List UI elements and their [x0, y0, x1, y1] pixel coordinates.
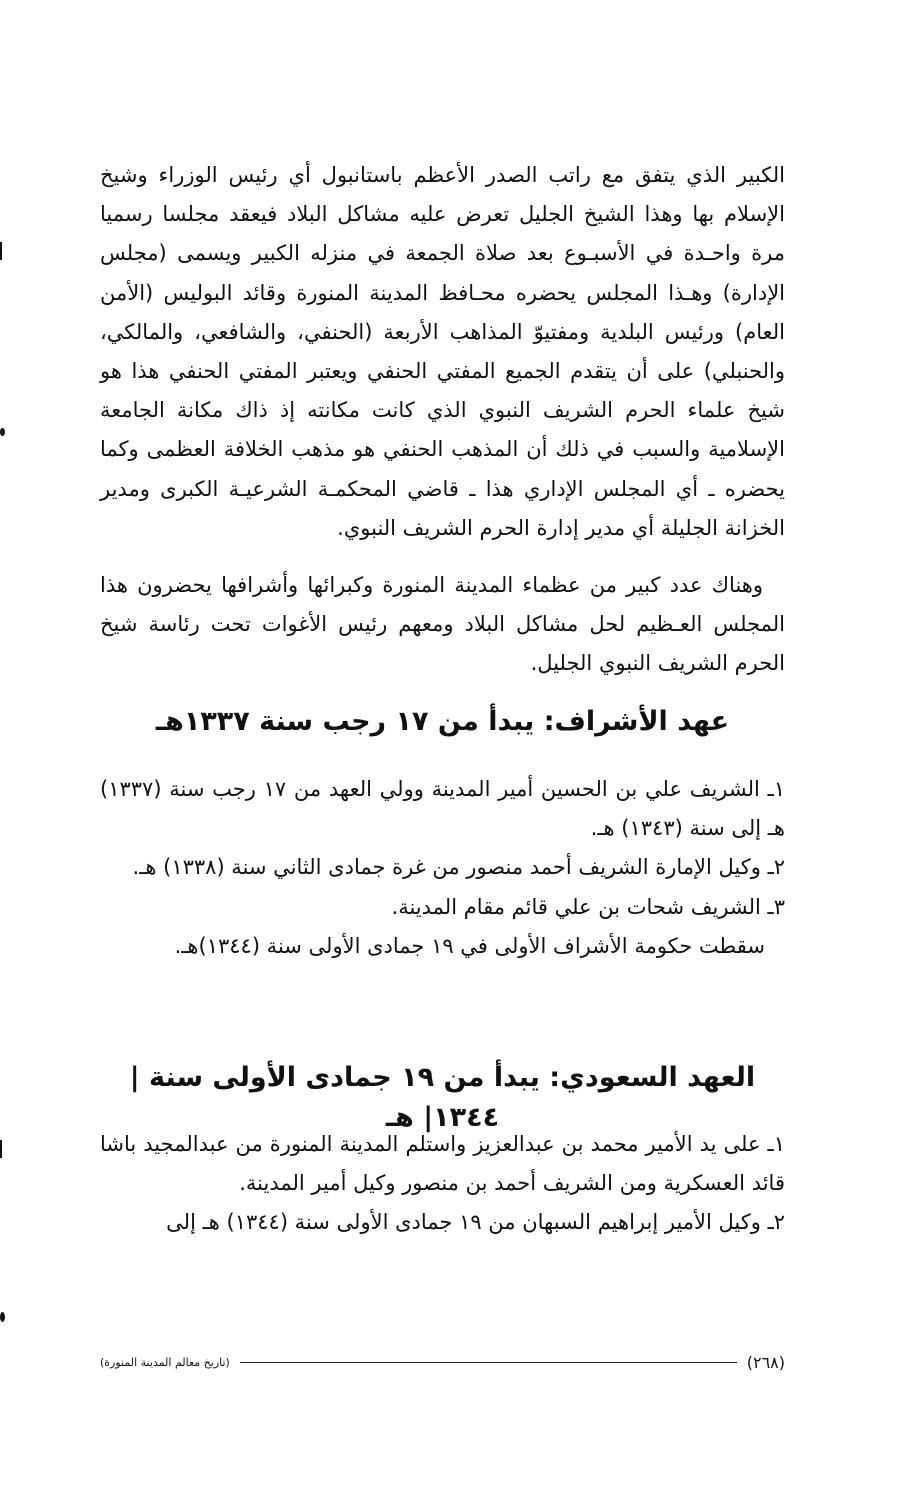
body-paragraph: الكبير الذي يتفق مع راتب الصدر الأعظم باستانبول أي رئيس الوزراء وشيخ الإسلام بها وهذا الشيخ الجليل تعرض عليه مشاكل البلاد فيعقد مجلسا رسميا مرة واحـدة في الأسبـوع بعد صلاة الجمعة في منزله الكبير ويسمى (مجلس الإدارة) وهـذا المجلس يحضره محـافظ المدينة المنورة وقائد البوليس (الأمن العام) ورئيس البلدية ومفتيوّ المذاهب الأربعة (الحنفي، والشافعي، والمالكي، والحنبلي) على أن يتقدم الجميع المفتي الحنفي ويعتبر المفتي الحنفي هذا هو شيخ علماء الحرم الشريف النبوي الذي كانت مكانته إذ ذاك مكانة الجامعة الإسلامية والسبب في ذلك أن المذهب الحنفي هو مذهب الخلافة العظمى وكما يحضره ـ أي المجلس الإداري هذا ـ قاضي المحكمـة الشرعيـة الكبرى ومدير الخزانة الجليلة أي مدير إدارة الحرم الشريف النبوي. [100, 163, 785, 540]
book-title: (تاريخ معالم المدينة المنورة) [100, 1355, 230, 1369]
list-item: ٢ـ وكيل الأمير إبراهيم السبهان من ١٩ جمادى الأولى سنة (١٣٤٤) هـ إلى [166, 1210, 785, 1235]
page-footer [100, 1350, 785, 1374]
body-paragraph: وهناك عدد كبير من عظماء المدينة المنورة وكبرائها وأشرافها يحضرون هذا المجلس العـظيم لحل مشاكل البلاد ومعهم رئيس الأغوات تحت رئاسة شيخ الحرم الشريف النبوي الجليل. [100, 573, 785, 676]
list-item: ٣ـ الشريف شحات بن علي قائم مقام المدينة. [391, 894, 785, 919]
scan-mark [0, 1312, 5, 1322]
scan-mark [0, 242, 2, 260]
section-note: سقطت حكومة الأشراف الأولى في ١٩ جمادى الأولى سنة (١٣٤٤)هـ. [174, 933, 765, 958]
list-item: ١ـ على يد الأمير محمد بن عبدالعزيز واستلم المدينة المنورة من عبدالمجيد باشا قائد العسكرية ومن الشريف أحمد بن منصور وكيل أمير المدينة. [100, 1132, 785, 1196]
scan-mark [0, 1140, 2, 1158]
footer-rule [240, 1362, 737, 1363]
ashraf-list [100, 770, 785, 966]
scan-mark [0, 428, 5, 436]
section-heading-saudi: العهد السعودي: يبدأ من ١٩ جمادى الأولى سنة |١٣٤٤| هـ [129, 1062, 756, 1133]
section-heading-ashraf: عهد الأشراف: يبدأ من ١٧ رجب سنة ١٣٣٧هـ [155, 706, 730, 737]
saudi-list [100, 1125, 785, 1243]
page-number: (٢٦٨) [746, 1352, 785, 1372]
list-item: ٢ـ وكيل الإمارة الشريف أحمد منصور من غرة جمادى الثاني سنة (١٣٣٨) هـ. [132, 855, 785, 880]
list-item: ١ـ الشريف علي بن الحسين أمير المدينة وولي العهد من ١٧ رجب سنة (١٣٣٧) هـ إلى سنة (١٣٤٣) هـ. [100, 777, 785, 841]
